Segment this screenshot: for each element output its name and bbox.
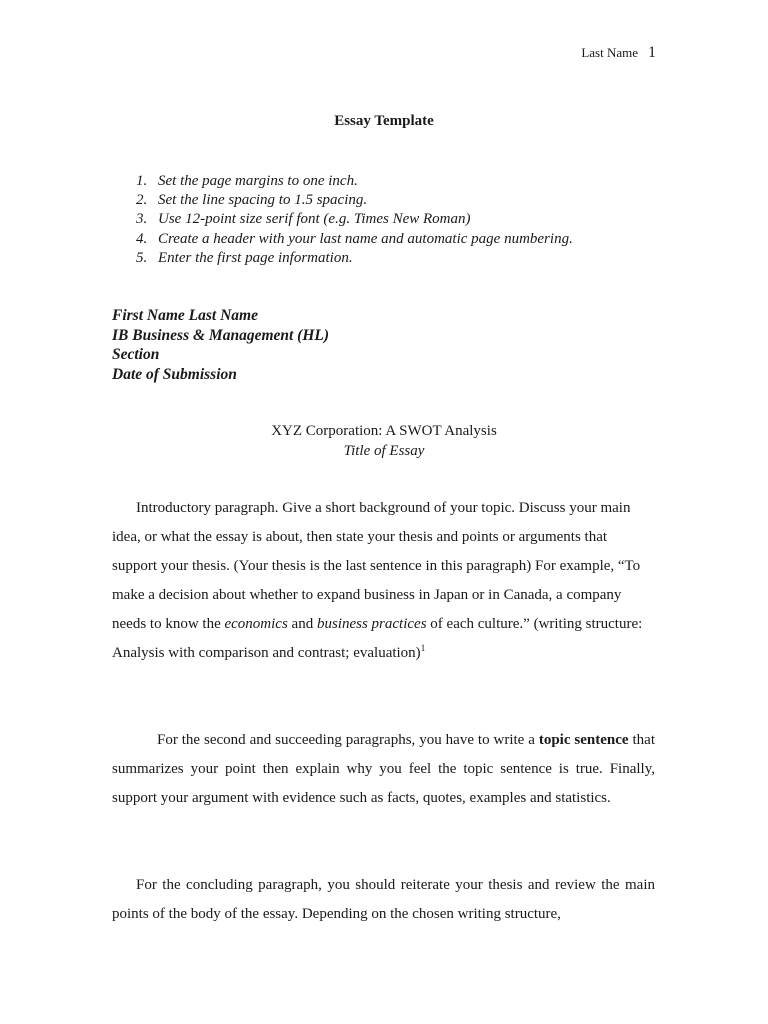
header-last-name: Last Name: [581, 45, 638, 60]
conclusion-paragraph: For the concluding paragraph, you should reiterate your thesis and review the main points of the body of the essay. Depending on the chosen writing structure,: [112, 877, 655, 923]
section-label: Section: [112, 346, 160, 364]
intro-paragraph: Introductory paragraph. Give a short background of your topic. Discuss your main idea, or what the essay is about, then state your thesis and points or arguments that support your thesis. (Your thesis is the last sentence in this paragraph) For example, “To make a decision about whether to expand business in Japan or in Canada, a company needs to know the economics and business practices of each culture.” (writing structure: Analysis with comparison and contrast; evaluation)$^1$: [112, 500, 643, 662]
footnote-marker: 1: [420, 643, 426, 654]
essay-title-block: [0, 422, 768, 461]
first-page-info: [112, 306, 329, 384]
instruction-item: 1. Set the page margins to one inch.: [136, 173, 358, 189]
course-name: IB Business & Management (HL): [112, 326, 330, 344]
document-title: Essay Template: [334, 113, 434, 129]
submission-date: Date of Submission: [112, 365, 237, 383]
body-paragraph: For the second and succeeding paragraphs, you have to write a topic sentence that summarizes your point then explain why you feel the topic sentence is true. Finally, support your argument with evidence such as facts, quotes, examples and statistics.: [112, 732, 655, 807]
instructions-list: [136, 172, 573, 268]
essay-title: XYZ Corporation: A SWOT Analysis: [271, 423, 497, 439]
instruction-item: 5. Enter the first page information.: [136, 249, 353, 266]
student-name: First Name Last Name: [112, 307, 258, 324]
instruction-item: 4. Create a header with your last name and automatic page numbering.: [136, 230, 573, 247]
instruction-item: 2. Set the line spacing to 1.5 spacing.: [136, 192, 368, 209]
page-header: [581, 44, 656, 62]
header-page-number: 1: [648, 44, 656, 61]
essay-subtitle: Title of Essay: [343, 442, 425, 459]
instruction-item: 3. Use 12-point size serif font (e.g. Times New Roman): [136, 211, 471, 228]
